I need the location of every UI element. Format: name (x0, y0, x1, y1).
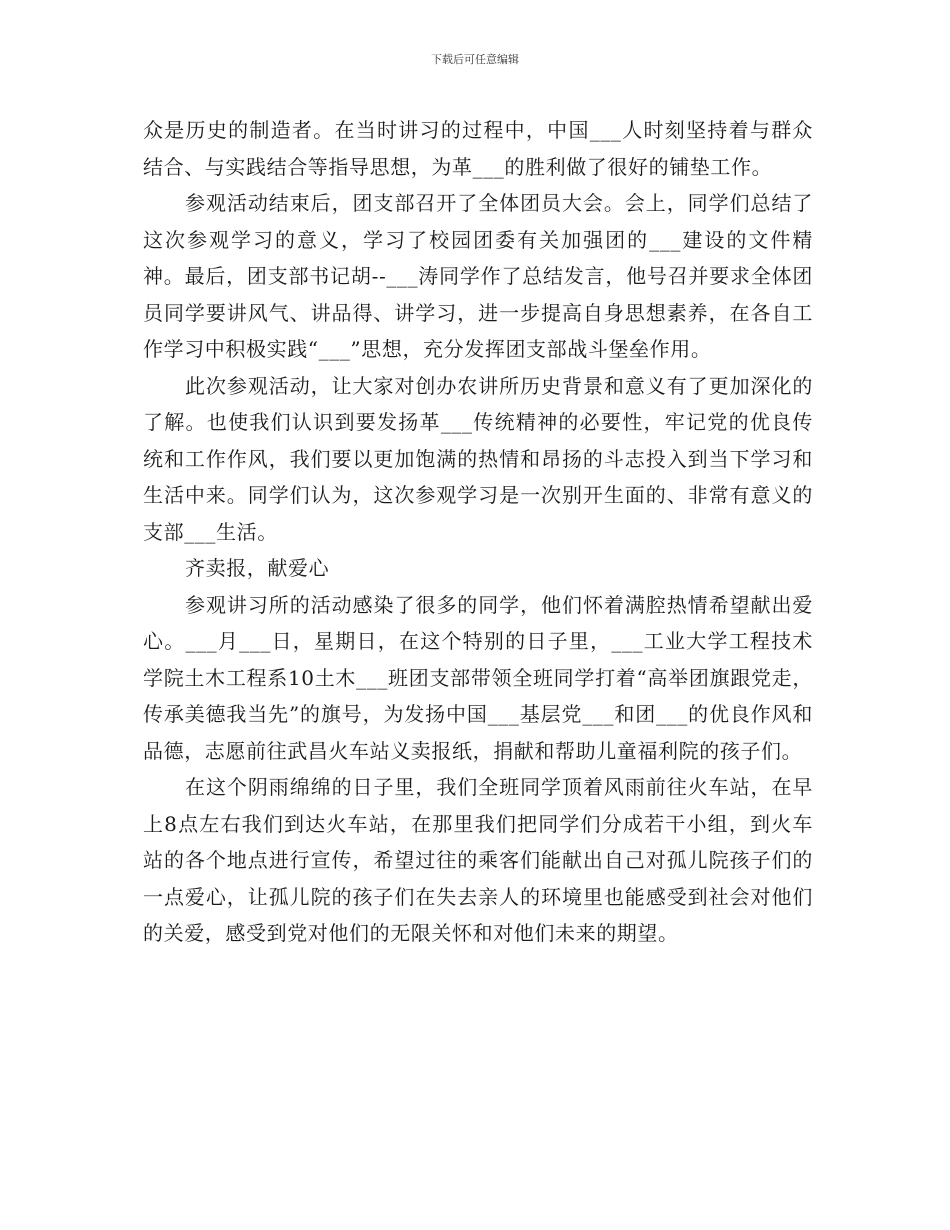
paragraph: 参观活动结束后，团支部召开了全体团员大会。会上，同学们总结了这次参观学习的意义，学习了校园团委有关加强团的___建设的文件精神。最后，团支部书记胡--___涛同学作了总结发言，他号召并要求全体团员同学要讲风气、讲品得、讲学习，进一步提高自身思想素养，在各自工作学习中积极实践“___”思想，充分发挥团支部战斗堡垒作用。 (143, 191, 813, 361)
paragraph: 众是历史的制造者。在当时讲习的过程中，中国___人时刻坚持着与群众结合、与实践结合等指导思想，为革___的胜利做了很好的铺垫工作。 (143, 118, 813, 179)
document-body (143, 112, 813, 952)
section-heading: 齐卖报，献爱心 (185, 556, 330, 580)
page-header: 下载后可任意编辑 (431, 53, 519, 66)
paragraph: 参观讲习所的活动感染了很多的同学，他们怀着满腔热情希望献出爱心。___月___日，星期日，在这个特别的日子里，___工业大学工程技术学院土木工程系10土木___班团支部带领全班同学打着“高举团旗跟党走，传承美德我当先”的旗号，为发扬中国___基层党___和团___的优良作风和品德，志愿前往武昌火车站义卖报纸，捐献和帮助儿童福利院的孩子们。 (143, 592, 813, 763)
paragraph: 此次参观活动，让大家对创办农讲所历史背景和意义有了更加深化的了解。也使我们认识到要发扬革___传统精神的必要性，牢记党的优良传统和工作作风，我们要以更加饱满的热情和昂扬的斗志投入到当下学习和生活中来。同学们认为，这次参观学习是一次别开生面的、非常有意义的支部___生活。 (143, 373, 813, 544)
paragraph: 在这个阴雨绵绵的日子里，我们全班同学顶着风雨前往火车站，在早上8点左右我们到达火车站，在那里我们把同学们分成若干小组，到火车站的各个地点进行宣传，希望过往的乘客们能献出自己对孤儿院孩子们的一点爱心，让孤儿院的孩子们在失去亲人的环境里也能感受到社会对他们的关爱，感受到党对他们的无限关怀和对他们未来的期望。 (143, 775, 813, 945)
